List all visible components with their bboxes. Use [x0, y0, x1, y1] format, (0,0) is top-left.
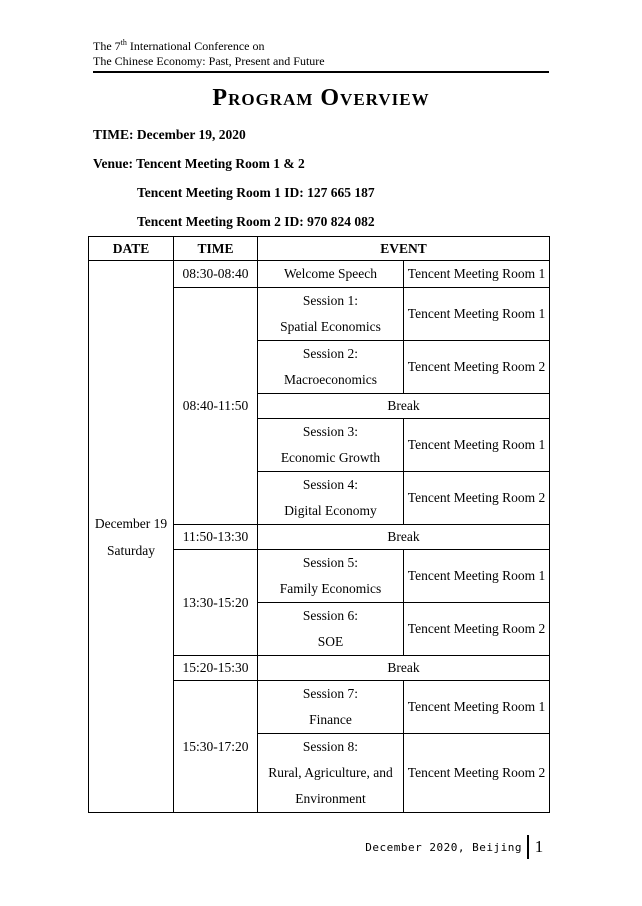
break-cell: Break	[258, 525, 550, 550]
time-cell: 15:20-15:30	[174, 656, 258, 681]
header-line-2: The Chinese Economy: Past, Present and Future	[93, 53, 325, 68]
table-header-row	[89, 237, 550, 261]
room-cell: Tencent Meeting Room 2	[404, 472, 550, 525]
time-cell: 08:40-11:50	[174, 288, 258, 525]
column-header-date: DATE	[89, 237, 174, 261]
meta-block	[93, 127, 375, 243]
page-title: Program Overview	[212, 85, 430, 111]
room-cell: Tencent Meeting Room 1	[404, 419, 550, 472]
event-cell: Welcome Speech	[258, 261, 404, 288]
column-header-time: TIME	[174, 237, 258, 261]
time-cell: 08:30-08:40	[174, 261, 258, 288]
room-cell: Tencent Meeting Room 2	[404, 734, 550, 813]
page-number: 1	[534, 837, 544, 856]
column-header-event: EVENT	[258, 237, 550, 261]
meta-room1-id: Tencent Meeting Room 1 ID: 127 665 187	[137, 185, 375, 200]
page-footer	[88, 835, 549, 859]
meta-time: TIME: December 19, 2020	[93, 127, 246, 142]
event-cell: Session 5: Family Economics	[258, 550, 404, 603]
room-cell: Tencent Meeting Room 1	[404, 681, 550, 734]
event-cell: Session 3: Economic Growth	[258, 419, 404, 472]
table-row	[89, 261, 550, 288]
time-cell: 13:30-15:20	[174, 550, 258, 656]
break-cell: Break	[258, 394, 550, 419]
room-cell: Tencent Meeting Room 2	[404, 603, 550, 656]
header-line-1: The 7th International Conference on	[93, 38, 265, 53]
event-cell: Session 8: Rural, Agriculture, and Environment	[258, 734, 404, 813]
date-line-1: December 19	[94, 515, 168, 531]
program-table	[88, 236, 550, 813]
event-cell: Session 4: Digital Economy	[258, 472, 404, 525]
date-cell	[89, 261, 174, 813]
meta-venue: Venue: Tencent Meeting Room 1 & 2	[93, 156, 305, 171]
running-header	[93, 36, 549, 73]
room-cell: Tencent Meeting Room 2	[404, 341, 550, 394]
superscript-th: th	[120, 38, 127, 47]
time-cell: 11:50-13:30	[174, 525, 258, 550]
footer-label: December 2020, Beijing	[365, 840, 522, 854]
event-cell: Session 1: Spatial Economics	[258, 288, 404, 341]
room-cell: Tencent Meeting Room 1	[404, 550, 550, 603]
time-cell: 15:30-17:20	[174, 681, 258, 813]
event-cell: Session 7: Finance	[258, 681, 404, 734]
event-cell: Session 6: SOE	[258, 603, 404, 656]
event-cell: Session 2: Macroeconomics	[258, 341, 404, 394]
break-cell: Break	[258, 656, 550, 681]
date-line-2: Saturday	[107, 542, 155, 558]
room-cell: Tencent Meeting Room 1	[404, 261, 550, 288]
room-cell: Tencent Meeting Room 1	[404, 288, 550, 341]
meta-room2-id: Tencent Meeting Room 2 ID: 970 824 082	[137, 214, 375, 229]
